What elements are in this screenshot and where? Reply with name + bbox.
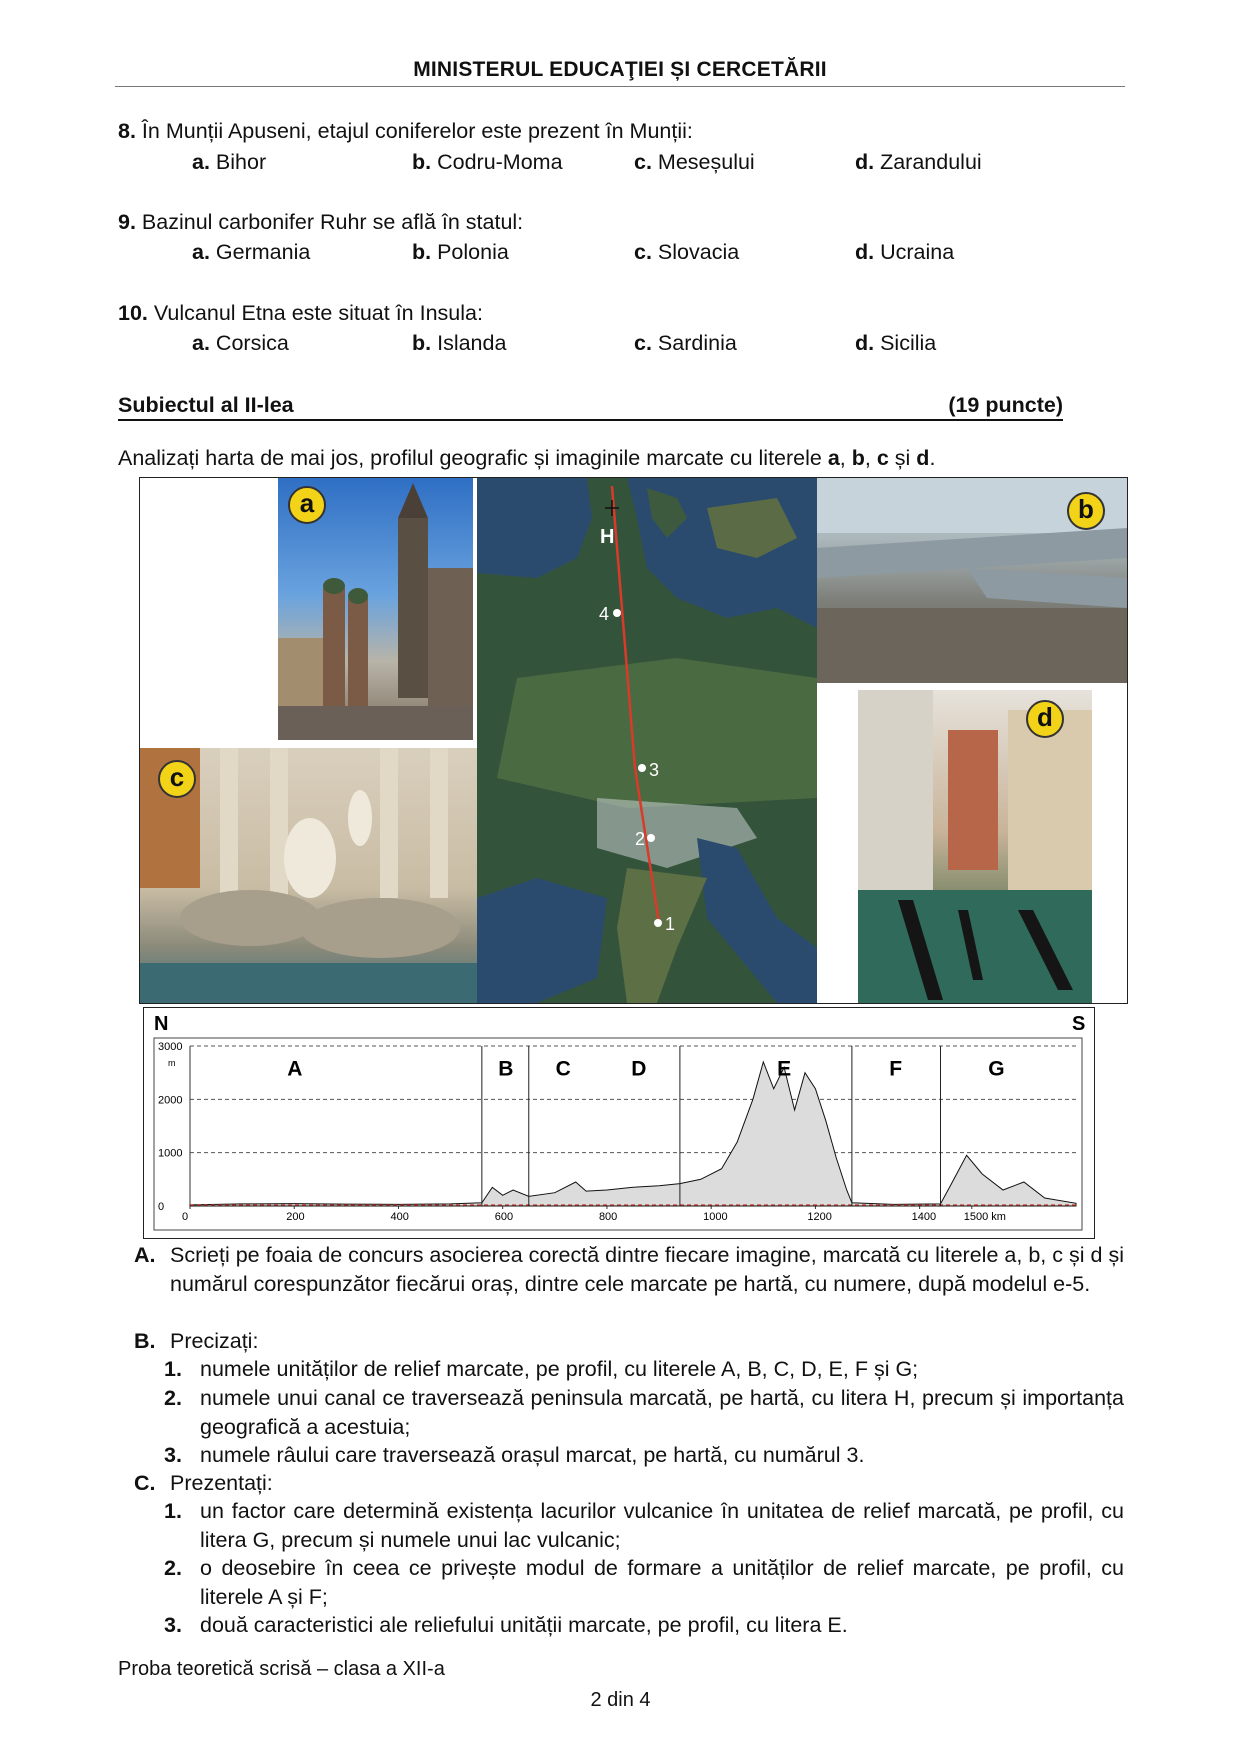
map-point-4: 4 [599,604,610,624]
option-9b: b. Polonia [412,240,509,264]
header-divider [115,86,1125,87]
profile-unit-label: C [555,1057,571,1081]
subject-points: (19 puncte) [948,393,1063,417]
map-photo-figure [139,477,1128,1004]
question-number: 9. [118,210,136,234]
footer-exam-name: Proba teoretică scrisă – clasa a XII-a [118,1658,445,1680]
question-text: În Munții Apuseni, etajul coniferelor este prezent în Munții: [141,119,693,143]
task-C2-text: o deosebire în ceea ce privește modul de formare a unităților de relief marcate, pe profil, cu literele A și F; [200,1556,1124,1609]
footer-page-number: 2 din 4 [590,1689,651,1711]
option-10c: c. Sardinia [634,331,737,355]
task-B2-text: numele unui canal ce traversează peninsula marcată, pe hartă, cu litera H, precum și importanța geografică a acestuia; [200,1386,1124,1439]
map-label-H: H [600,526,615,548]
task-A-label: A. [134,1243,156,1267]
option-8d: d. Zarandului [855,150,982,174]
profile-y-tick: 1000 [158,1147,183,1160]
option-10b: b. Islanda [412,331,507,355]
profile-x-tick: 1400 [911,1211,937,1223]
subject-heading [118,393,1063,421]
profile-unit-label: D [631,1057,647,1081]
option-10a: a. Corsica [192,331,289,355]
profile-unit-label: G [988,1057,1005,1081]
satellite-map [477,478,817,1003]
question-number: 10. [118,301,148,325]
subject-title: Subiectul al II-lea [118,393,294,417]
photo-a [278,478,473,740]
badge-b: b [1067,492,1105,530]
profile-south-label: S [1072,1013,1086,1035]
profile-y-tick: 2000 [158,1094,183,1107]
profile-x-tick: 600 [494,1211,514,1223]
option-8b: b. Codru-Moma [412,150,563,174]
profile-y-tick: 3000 [158,1041,183,1053]
task-B1-text: numele unităților de relief marcate, pe profil, cu literele A, B, C, D, E, F și G; [200,1357,919,1381]
profile-x-tick: 1200 [807,1211,832,1223]
task-B-label: B. [134,1329,156,1353]
task-C-text: Prezentați: [170,1471,273,1495]
task-A-text: Scrieți pe foaia de concurs asocierea corectă dintre fiecare imagine, marcată cu literele a, b, c și d și numărul corespunzător fiecărui oraș, dintre cele marcate pe hartă, cu numere, după modelul e-5. [170,1243,1124,1296]
task-B3-text: numele râului care traversează orașul marcat, pe hartă, cu numărul 3. [200,1443,865,1467]
profile-x-tick: 200 [286,1211,305,1223]
page-header-title: MINISTERUL EDUCAŢIEI ȘI CERCETĂRII [413,58,827,81]
option-8c: c. Meseșului [634,150,755,174]
profile-x-tick: 1500 km [963,1211,1006,1223]
option-9c: c. Slovacia [634,240,740,264]
task-C3-number: 3. [164,1613,182,1637]
profile-chart [144,1008,1094,1238]
photo-b [817,478,1127,683]
question-8 [118,116,693,146]
profile-unit-label: A [287,1057,303,1081]
profile-x-tick: 800 [598,1211,618,1223]
task-B2-number: 2. [164,1386,182,1410]
question-10 [118,298,483,328]
question-number: 8. [118,119,136,143]
profile-x-tick: 1000 [703,1211,728,1223]
question-text: Bazinul carbonifer Ruhr se află în statul: [141,210,524,234]
task-B3-number: 3. [164,1443,182,1467]
map-point-2: 2 [635,829,646,849]
map-point-3: 3 [649,760,660,780]
task-B1-number: 1. [164,1357,182,1381]
profile-unit-label: E [777,1057,792,1081]
option-8a: a. Bihor [192,150,267,174]
photo-c [140,748,477,1003]
task-C-label: C. [134,1471,156,1495]
task-C3-text: două caracteristici ale reliefului unității marcate, pe profil, cu litera E. [200,1613,848,1637]
task-C1-number: 1. [164,1499,182,1523]
profile-x-tick: 0 [182,1211,189,1223]
profile-unit-label: F [889,1057,903,1081]
map-point-1: 1 [665,914,676,934]
task-C1-text: un factor care determină existența lacurilor vulcanice în unitatea de relief marcată, pe profil, cu litera G, precum și numele unui lac vulcanic; [200,1499,1124,1552]
profile-x-tick: 400 [390,1211,409,1223]
task-B-text: Precizați: [170,1329,259,1353]
intro-text: Analizați harta de mai jos, profilul geografic și imaginile marcate cu literele a, b, c și d. [118,446,936,470]
task-C2-number: 2. [164,1556,182,1580]
badge-a: a [288,486,326,524]
profile-y-tick: 0 [158,1201,165,1213]
profile-unit-label: B [498,1057,514,1081]
option-9a: a. Germania [192,240,311,264]
profile-north-label: N [154,1013,169,1035]
photo-d-illustration [858,690,1092,1003]
option-9d: d. Ucraina [855,240,955,264]
photo-d [858,690,1092,1003]
question-text: Vulcanul Etna este situat în Insula: [153,301,483,325]
geographic-profile [143,1007,1095,1239]
question-9 [118,207,523,237]
option-10d: d. Sicilia [855,331,937,355]
map-drawing [477,478,817,1003]
badge-c: c [158,760,196,798]
profile-y-unit: m [168,1058,176,1068]
badge-d: d [1026,700,1064,738]
